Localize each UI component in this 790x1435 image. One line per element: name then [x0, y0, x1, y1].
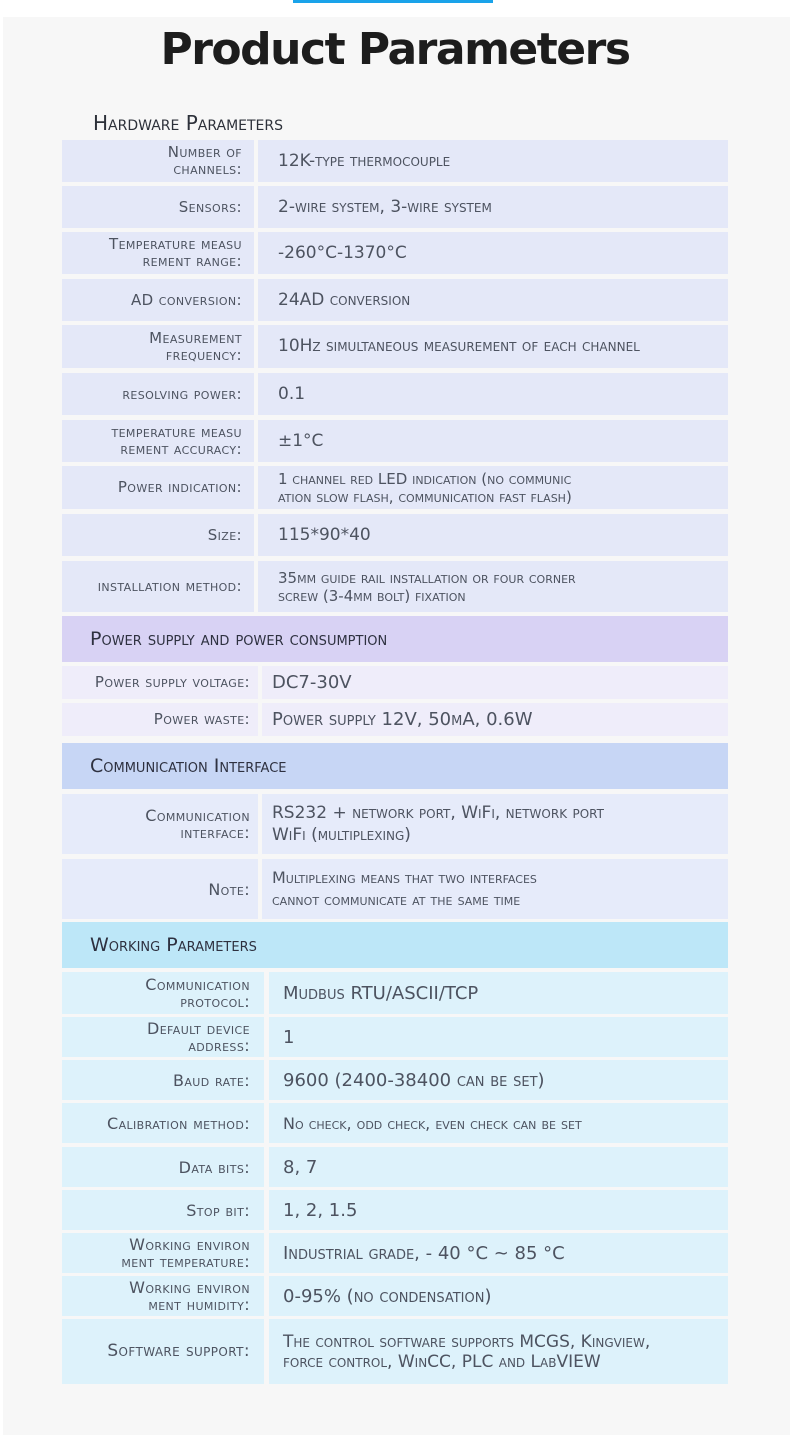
row-label: installation method: [97, 577, 242, 595]
row-label: Default device address: [146, 1019, 250, 1055]
row-label: Working environ ment temperature: [121, 1235, 250, 1271]
row-label: Size: [207, 525, 242, 544]
table-row [62, 1233, 728, 1273]
row-value: Multiplexing means that two interfaces cannot communicate at the same time [272, 868, 537, 909]
row-label: Number of channels: [167, 143, 242, 178]
table-row [62, 1319, 728, 1384]
row-value: 1, 2, 1.5 [283, 1199, 358, 1221]
row-label: Measurement frequency: [149, 328, 242, 364]
hardware-heading: Hardware Parameters [93, 111, 284, 135]
row-label: Baud rate: [172, 1070, 250, 1090]
row-value: 0-95% (no condensation) [283, 1285, 492, 1307]
row-label: temperature measu rement accuracy: [111, 423, 242, 458]
row-label: Communication interface: [145, 806, 250, 842]
table-row [62, 1017, 728, 1057]
table-row [62, 373, 728, 415]
row-label: Software support: [107, 1341, 250, 1361]
top-accent-bar [293, 0, 493, 3]
table-row [62, 1147, 728, 1187]
row-label: Data bits: [178, 1157, 250, 1177]
row-value: No check, odd check, even check can be set [283, 1113, 582, 1133]
row-value: 8, 7 [283, 1156, 318, 1178]
row-label: Note: [208, 879, 250, 899]
table-row [62, 325, 728, 368]
row-label: Power supply voltage: [94, 673, 250, 691]
row-value: DC7-30V [272, 672, 352, 693]
row-label: Calibration method: [107, 1113, 250, 1133]
table-row [62, 972, 728, 1014]
row-value: 115*90*40 [278, 524, 371, 545]
row-label: Power waste: [153, 710, 250, 728]
table-row [62, 1276, 728, 1316]
row-label: AD conversion: [130, 290, 242, 309]
row-label: resolving power: [122, 384, 242, 403]
row-value: Industrial grade, - 40 °C ~ 85 °C [283, 1242, 565, 1264]
table-row [62, 466, 728, 509]
working-heading: Working Parameters [62, 922, 728, 968]
table-row [62, 1190, 728, 1230]
communication-heading: Communication Interface [62, 743, 728, 789]
table-row [62, 514, 728, 556]
table-row [62, 420, 728, 462]
table-row [62, 232, 728, 274]
table-row [62, 279, 728, 321]
row-value: -260°C-1370°C [278, 242, 407, 263]
row-value: 9600 (2400-38400 can be set) [283, 1069, 545, 1091]
table-row [62, 794, 728, 854]
row-value: Power supply 12V, 50mA, 0.6W [272, 709, 533, 730]
table-row [62, 186, 728, 228]
table-row [62, 561, 728, 612]
row-value: 10Hz simultaneous measurement of each channel [278, 336, 640, 356]
row-value: 24AD conversion [278, 289, 411, 310]
row-label: Power indication: [117, 478, 242, 496]
row-value: 1 channel red LED indication (no communic ation slow flash, communication fast flash) [278, 469, 572, 506]
row-value: 2-wire system, 3-wire system [278, 196, 492, 217]
row-value: The control software supports MCGS, Kingview, force control, WinCC, PLC and LabVIEW [283, 1331, 651, 1372]
row-value: 12K-type thermocouple [278, 150, 451, 171]
page-title: Product Parameters [160, 24, 630, 75]
table-row [62, 1060, 728, 1100]
row-value: Mudbus RTU/ASCII/TCP [283, 982, 479, 1004]
table-row [62, 140, 728, 182]
row-value: 35mm guide rail installation or four corner screw (3-4mm bolt) fixation [278, 568, 576, 605]
row-value: RS232 + network port, WiFi, network port WiFi (multiplexing) [272, 803, 604, 845]
row-label: Sensors: [178, 197, 242, 216]
row-label: Temperature measu rement range: [109, 235, 242, 270]
row-value: ±1°C [278, 430, 324, 451]
row-value: 0.1 [278, 383, 306, 404]
row-label: Communication protocol: [145, 975, 250, 1011]
table-row [62, 1103, 728, 1143]
table-row [62, 666, 728, 699]
table-row [62, 859, 728, 919]
row-value: 1 [283, 1026, 295, 1048]
row-label: Stop bit: [186, 1200, 250, 1220]
table-row [62, 703, 728, 736]
power-heading: Power supply and power consumption [62, 616, 728, 662]
row-label: Working environ ment humidity: [129, 1278, 250, 1314]
